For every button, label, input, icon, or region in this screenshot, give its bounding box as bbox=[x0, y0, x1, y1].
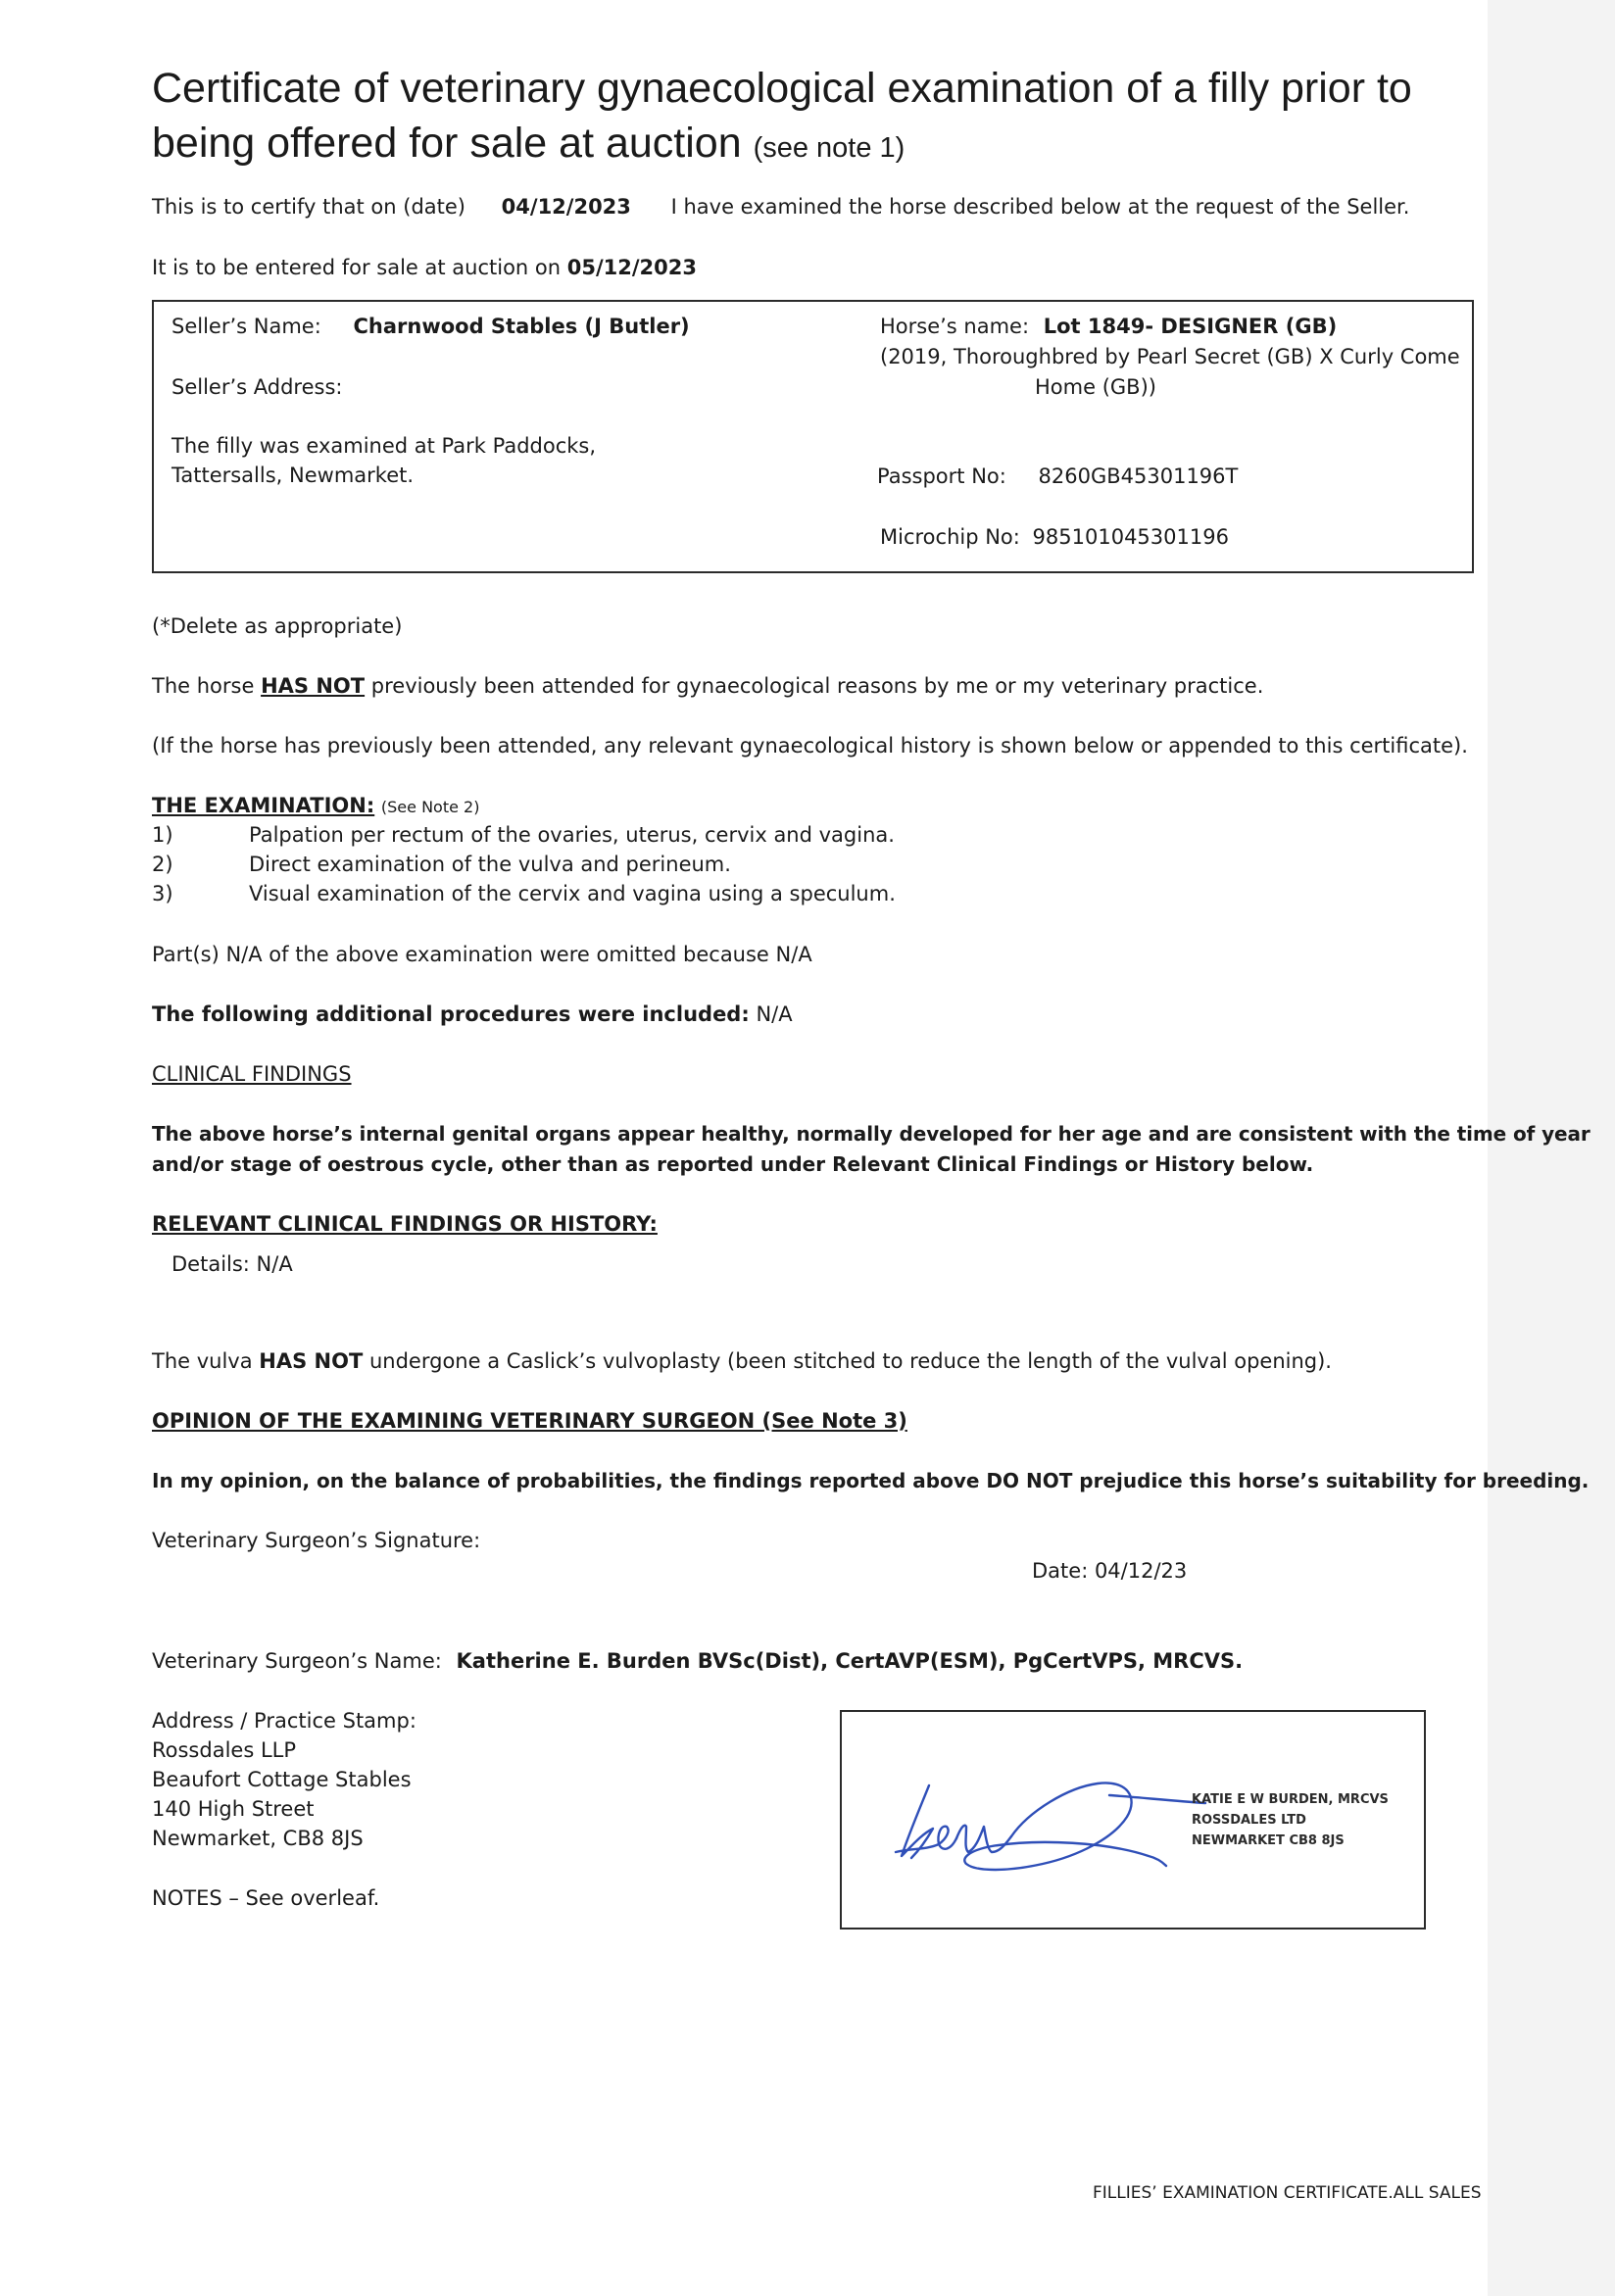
title-main: Certificate of veterinary gynaecological examination of a filly prior to being offered for sale at auction bbox=[152, 65, 1412, 167]
stamp-line-1: KATIE E W BURDEN, MRCVS bbox=[1192, 1792, 1389, 1807]
additional-value: N/A bbox=[756, 1002, 793, 1026]
attended-suffix: previously been attended for gynaecological reasons by me or my veterinary practice. bbox=[365, 674, 1264, 698]
auction-line bbox=[152, 253, 697, 282]
relevant-heading: RELEVANT CLINICAL FINDINGS OR HISTORY: bbox=[152, 1212, 658, 1236]
exam-item-3 bbox=[152, 879, 896, 908]
opinion-heading: OPINION OF THE EXAMINING VETERINARY SURGEON (See Note 3) bbox=[152, 1409, 907, 1433]
surgeon-row bbox=[152, 1646, 1243, 1676]
attended-status: HAS NOT bbox=[261, 674, 366, 698]
exam-item-2 bbox=[152, 850, 731, 879]
examination-note: (See Note 2) bbox=[380, 798, 480, 816]
date-signed: Date: 04/12/23 bbox=[1032, 1559, 1188, 1583]
microchip-row bbox=[880, 522, 1229, 552]
certificate-title bbox=[152, 61, 1426, 175]
attended-prefix: The horse bbox=[152, 674, 255, 698]
title-note: (see note 1) bbox=[753, 132, 905, 164]
notes-line: NOTES – See overleaf. bbox=[152, 1886, 380, 1910]
seller-address-label: Seller’s Address: bbox=[171, 375, 343, 399]
exam-location-line2: Tattersalls, Newmarket. bbox=[171, 464, 415, 487]
seller-name: Charnwood Stables (J Butler) bbox=[353, 315, 690, 338]
exam-item-text: Direct examination of the vulva and perineum. bbox=[249, 853, 731, 876]
vulva-prefix: The vulva bbox=[152, 1349, 253, 1373]
seller-name-row bbox=[171, 312, 690, 341]
certify-suffix: I have examined the horse described below at the request of the Seller. bbox=[670, 195, 1410, 219]
additional-label: The following additional procedures were included: bbox=[152, 1002, 750, 1026]
exam-item-number: 1) bbox=[152, 823, 173, 847]
passport-row bbox=[877, 462, 1238, 491]
clinical-heading: CLINICAL FINDINGS bbox=[152, 1062, 352, 1086]
examination-heading: THE EXAMINATION: bbox=[152, 794, 375, 817]
surgeon-label: Veterinary Surgeon’s Name: bbox=[152, 1649, 442, 1673]
horse-name: Lot 1849- DESIGNER (GB) bbox=[1043, 315, 1338, 338]
practice-line: 140 High Street bbox=[152, 1797, 315, 1821]
clinical-findings-line1: The above horse’s internal genital organs appear healthy, normally developed for her age and are consistent with the time of year bbox=[152, 1122, 1591, 1146]
relevant-details: Details: N/A bbox=[171, 1252, 293, 1276]
horse-pedigree-line1: (2019, Thoroughbred by Pearl Secret (GB) X Curly Come bbox=[880, 345, 1460, 368]
exam-date: 04/12/2023 bbox=[501, 195, 631, 219]
signature-label: Veterinary Surgeon’s Signature: bbox=[152, 1529, 481, 1552]
additional-line bbox=[152, 1000, 793, 1029]
seller-name-label: Seller’s Name: bbox=[171, 315, 321, 338]
auction-date: 05/12/2023 bbox=[566, 256, 697, 279]
exam-item-number: 3) bbox=[152, 882, 173, 905]
certify-line bbox=[152, 192, 1409, 221]
stamp-line-2: ROSSDALES LTD bbox=[1192, 1813, 1306, 1828]
exam-item-text: Palpation per rectum of the ovaries, uterus, cervix and vagina. bbox=[249, 823, 895, 847]
footer-label: FILLIES’ EXAMINATION CERTIFICATE.ALL SALES bbox=[1093, 2183, 1482, 2203]
attended-line bbox=[152, 671, 1263, 701]
microchip-label: Microchip No: bbox=[880, 525, 1020, 549]
signature-icon bbox=[882, 1754, 1215, 1881]
exam-item-1 bbox=[152, 820, 895, 850]
stamp-line-3: NEWMARKET CB8 8JS bbox=[1192, 1833, 1345, 1848]
practice-line: Newmarket, CB8 8JS bbox=[152, 1827, 364, 1850]
microchip-number: 985101045301196 bbox=[1032, 525, 1229, 549]
vulva-line bbox=[152, 1346, 1332, 1376]
horse-pedigree-line2: Home (GB)) bbox=[1035, 375, 1156, 399]
exam-location-line1: The filly was examined at Park Paddocks, bbox=[171, 434, 597, 458]
surgeon-name: Katherine E. Burden BVSc(Dist), CertAVP(ESM), PgCertVPS, MRCVS. bbox=[456, 1649, 1244, 1673]
clinical-findings-line2: and/or stage of oestrous cycle, other than as reported under Relevant Clinical Findings or History below. bbox=[152, 1152, 1314, 1176]
vulva-suffix: undergone a Caslick’s vulvoplasty (been stitched to reduce the length of the vulval opening). bbox=[363, 1349, 1332, 1373]
vulva-status: HAS NOT bbox=[259, 1349, 364, 1373]
opinion-text: In my opinion, on the balance of probabilities, the findings reported above DO NOT prejudice this horse’s suitability for breeding. bbox=[152, 1469, 1590, 1492]
omitted-line: Part(s) N/A of the above examination were omitted because N/A bbox=[152, 943, 812, 966]
horse-name-row bbox=[880, 312, 1337, 341]
horse-name-label: Horse’s name: bbox=[880, 315, 1030, 338]
practice-label: Address / Practice Stamp: bbox=[152, 1709, 416, 1733]
passport-number: 8260GB45301196T bbox=[1038, 464, 1239, 488]
certify-prefix: This is to certify that on (date) bbox=[152, 195, 465, 219]
delete-note: (*Delete as appropriate) bbox=[152, 614, 403, 638]
exam-item-number: 2) bbox=[152, 853, 173, 876]
exam-item-text: Visual examination of the cervix and vagina using a speculum. bbox=[249, 882, 896, 905]
history-note: (If the horse has previously been attended, any relevant gynaecological history is shown below or appended to this certificate). bbox=[152, 734, 1468, 757]
passport-label: Passport No: bbox=[877, 464, 1006, 488]
examination-heading-row bbox=[152, 791, 479, 822]
practice-line: Rossdales LLP bbox=[152, 1738, 297, 1762]
practice-line: Beaufort Cottage Stables bbox=[152, 1768, 412, 1791]
auction-prefix: It is to be entered for sale at auction on bbox=[152, 256, 562, 279]
